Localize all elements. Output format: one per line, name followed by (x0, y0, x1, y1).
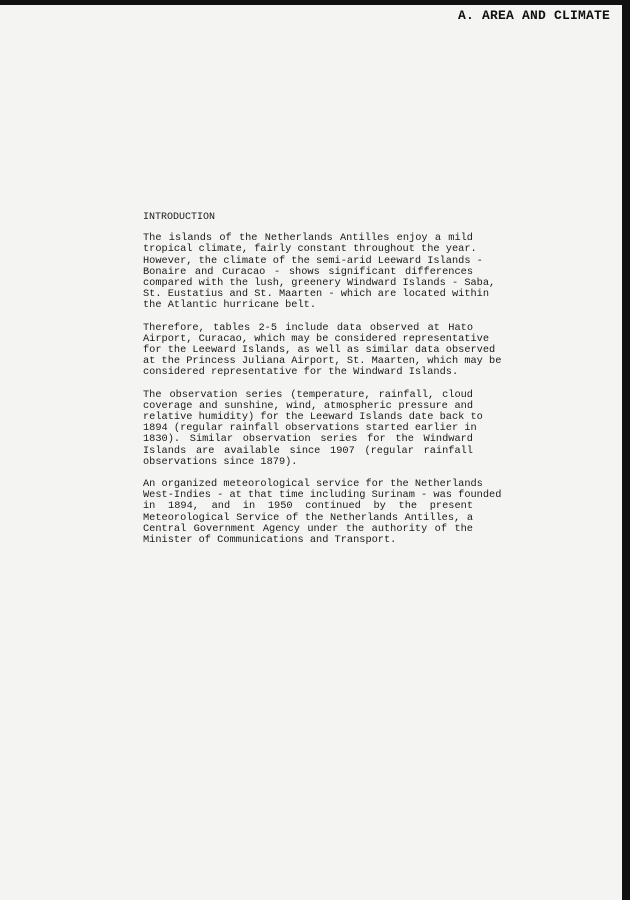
text-line: for the Leeward Islands, as well as similar data observed (143, 344, 496, 357)
text-line: Therefore, tables 2-5 include data observed at Hato (143, 321, 473, 334)
text-line: West-Indies - at that time including Surinam - was founded (143, 489, 502, 502)
paragraph (143, 321, 502, 379)
text-line: Islands are available since 1907 (regular rainfall (143, 444, 473, 457)
text-line: compared with the lush, greenery Windward Islands - Saba, (143, 277, 496, 290)
text-line: Central Government Agency under the authority of the (143, 522, 473, 535)
text-line: However, the climate of the semi-arid Leeward Islands - (143, 254, 483, 267)
text-line: coverage and sunshine, wind, atmospheric pressure and (143, 399, 473, 412)
paragraph (143, 478, 502, 547)
text-line: Bonaire and Curacao - shows significant differences (143, 265, 473, 278)
text-line: The islands of the Netherlands Antilles enjoy a mild (143, 232, 473, 245)
text-line: The observation series (temperature, rainfall, cloud (143, 388, 473, 401)
text-line: Minister of Communications and Transport. (143, 534, 397, 547)
section-title: A. AREA AND CLIMATE (457, 8, 610, 23)
text-line: 1830). Similar observation series for the Windward (143, 433, 473, 446)
document-page (0, 5, 622, 900)
text-line: observations since 1879). (143, 455, 298, 468)
text-line: Airport, Curacao, which may be considered representative (143, 332, 490, 345)
introduction-section (143, 212, 502, 557)
text-line: at the Princess Juliana Airport, St. Maarten, which may be (143, 355, 502, 368)
text-line: 1894 (regular rainfall observations started earlier in (143, 422, 477, 435)
text-line: relative humidity) for the Leeward Islands date back to (143, 411, 483, 424)
introduction-heading: INTRODUCTION (143, 212, 216, 223)
text-line: Meteorological Service of the Netherlands Antilles, a (143, 511, 473, 524)
text-line: An organized meteorological service for the Netherlands (143, 478, 483, 491)
text-line: considered representative for the Windward Islands. (143, 366, 459, 379)
paragraph (143, 388, 483, 468)
text-line: tropical climate, fairly constant throughout the year. (143, 243, 477, 256)
text-line: the Atlantic hurricane belt. (143, 299, 317, 312)
paragraph (143, 232, 496, 312)
text-line: in 1894, and in 1950 continued by the present (143, 500, 473, 513)
text-line: St. Eustatius and St. Maarten - which are located within (143, 288, 490, 301)
